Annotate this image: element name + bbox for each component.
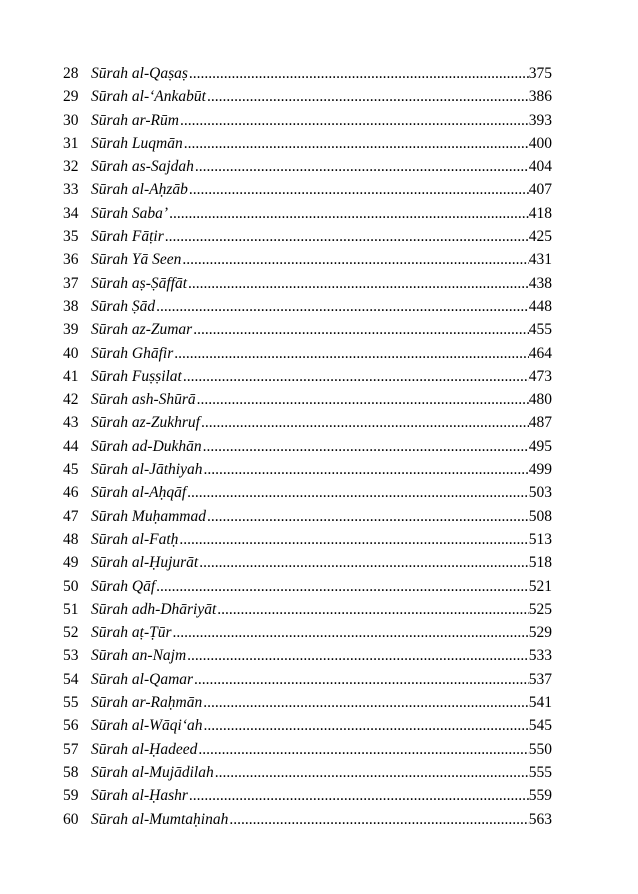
chapter-number: 44 — [63, 437, 79, 455]
page-number: 404 — [528, 158, 552, 176]
surah-title: Sūrah al-Ḥujurāt — [91, 554, 199, 572]
dot-leader — [198, 738, 528, 761]
chapter-number: 53 — [63, 647, 79, 665]
toc-entry[interactable] — [63, 318, 552, 341]
chapter-number: 56 — [63, 717, 79, 735]
toc-entry[interactable] — [63, 62, 552, 85]
chapter-number: 49 — [63, 554, 79, 572]
surah-title: Sūrah an-Najm — [91, 647, 187, 665]
toc-entry[interactable] — [63, 551, 552, 574]
surah-title: Sūrah Yā Seen — [91, 251, 182, 269]
dot-leader — [169, 202, 529, 225]
page-number: 508 — [528, 507, 552, 525]
surah-title: Sūrah al-Qaṣaṣ — [91, 65, 188, 82]
page-number: 503 — [528, 484, 552, 502]
dot-leader — [201, 411, 529, 434]
chapter-number: 37 — [63, 274, 79, 292]
dot-leader — [194, 668, 529, 691]
chapter-number: 54 — [63, 670, 79, 688]
dot-leader — [173, 621, 529, 644]
toc-entry[interactable] — [63, 225, 552, 248]
chapter-number: 38 — [63, 297, 79, 315]
chapter-number: 52 — [63, 624, 79, 642]
toc-entry[interactable] — [63, 388, 552, 411]
dot-leader — [187, 644, 529, 667]
toc-entry[interactable] — [63, 738, 552, 761]
dot-leader — [184, 132, 529, 155]
page-number: 541 — [528, 694, 552, 712]
page-number: 375 — [528, 65, 552, 82]
surah-title: Sūrah al-Wāqi‘ah — [91, 717, 203, 735]
surah-title: Sūrah ar-Raḥmān — [91, 694, 203, 712]
dot-leader — [204, 458, 529, 481]
chapter-number: 47 — [63, 507, 79, 525]
dot-leader — [189, 784, 529, 807]
dot-leader — [183, 365, 529, 388]
page-number: 499 — [528, 461, 552, 479]
surah-title: Sūrah Fuṣṣilat — [91, 367, 182, 385]
dot-leader — [203, 691, 529, 714]
page-number: 537 — [528, 670, 552, 688]
surah-title: Sūrah al-Mumtaḥinah — [91, 810, 229, 828]
dot-leader — [187, 481, 529, 504]
toc-entry[interactable] — [63, 132, 552, 155]
surah-title: Sūrah al-Jāthiyah — [91, 461, 203, 479]
page-number: 550 — [528, 740, 552, 758]
page-number: 555 — [528, 763, 552, 781]
page-number: 438 — [528, 274, 552, 292]
chapter-number: 50 — [63, 577, 79, 595]
chapter-number: 39 — [63, 321, 79, 339]
chapter-number: 33 — [63, 181, 79, 199]
toc-entry[interactable] — [63, 528, 552, 551]
chapter-number: 29 — [63, 88, 79, 106]
surah-title: Sūrah Ghāfir — [91, 344, 174, 362]
toc-entry[interactable] — [63, 85, 552, 108]
dot-leader — [207, 85, 529, 108]
surah-title: Sūrah Ṣād — [91, 297, 156, 315]
surah-title: Sūrah al-Mujādilah — [91, 763, 214, 781]
toc-entry[interactable] — [63, 365, 552, 388]
page-number: 464 — [528, 344, 552, 362]
toc-entry[interactable] — [63, 248, 552, 271]
chapter-number: 48 — [63, 530, 79, 548]
dot-leader — [195, 155, 529, 178]
surah-title: Sūrah Fāṭir — [91, 228, 164, 246]
table-of-contents — [63, 62, 552, 831]
surah-title: Sūrah ar-Rūm — [91, 111, 179, 129]
dot-leader — [215, 761, 529, 784]
page-number: 431 — [528, 251, 552, 269]
dot-leader — [229, 808, 528, 831]
surah-title: Sūrah al-Aḥzāb — [91, 181, 188, 199]
page-number: 480 — [528, 391, 552, 409]
chapter-number: 45 — [63, 461, 79, 479]
dot-leader — [193, 318, 529, 341]
page-number: 533 — [528, 647, 552, 665]
surah-title: Sūrah az-Zumar — [91, 321, 193, 339]
chapter-number: 31 — [63, 134, 79, 152]
page-number: 529 — [528, 624, 552, 642]
page-number: 448 — [528, 297, 552, 315]
toc-entry[interactable] — [63, 342, 552, 365]
page-number: 386 — [528, 88, 552, 106]
toc-entry[interactable] — [63, 155, 552, 178]
surah-title: Sūrah al-Aḥqāf — [91, 484, 187, 502]
dot-leader — [217, 598, 528, 621]
chapter-number: 58 — [63, 763, 79, 781]
surah-title: Sūrah Qāf — [91, 577, 156, 595]
chapter-number: 51 — [63, 600, 79, 618]
page-number: 518 — [528, 554, 552, 572]
dot-leader — [207, 505, 529, 528]
surah-title: Sūrah ash-Shūrā — [91, 391, 196, 409]
chapter-number: 46 — [63, 484, 79, 502]
chapter-number: 55 — [63, 694, 79, 712]
dot-leader — [165, 225, 529, 248]
dot-leader — [180, 109, 529, 132]
chapter-number: 43 — [63, 414, 79, 432]
page-number: 425 — [528, 228, 552, 246]
dot-leader — [156, 295, 529, 318]
toc-entry[interactable] — [63, 621, 552, 644]
toc-entry[interactable] — [63, 411, 552, 434]
page-number: 400 — [528, 134, 552, 152]
page-number: 455 — [528, 321, 552, 339]
surah-title: Sūrah ad-Dukhān — [91, 437, 202, 455]
chapter-number: 41 — [63, 367, 79, 385]
toc-entry[interactable] — [63, 714, 552, 737]
toc-entry[interactable] — [63, 109, 552, 132]
toc-entry[interactable] — [63, 668, 552, 691]
chapter-number: 36 — [63, 251, 79, 269]
surah-title: Sūrah Saba’ — [91, 204, 169, 222]
surah-title: Sūrah Muḥammad — [91, 507, 206, 525]
toc-entry[interactable] — [63, 505, 552, 528]
chapter-number: 59 — [63, 787, 79, 805]
dot-leader — [199, 551, 529, 574]
toc-entry[interactable] — [63, 598, 552, 621]
surah-title: Sūrah Luqmān — [91, 134, 183, 152]
dot-leader — [174, 342, 529, 365]
chapter-number: 32 — [63, 158, 79, 176]
page-number: 513 — [528, 530, 552, 548]
page-number: 487 — [528, 414, 552, 432]
surah-title: Sūrah az-Zukhruf — [91, 414, 200, 432]
surah-title: Sūrah al-‘Ankabūt — [91, 88, 206, 106]
dot-leader — [204, 714, 529, 737]
dot-leader — [203, 435, 529, 458]
surah-title: Sūrah aṭ-Ṭūr — [91, 624, 172, 642]
page-number: 545 — [528, 717, 552, 735]
page-number: 525 — [528, 600, 552, 618]
page-number: 393 — [528, 111, 552, 129]
surah-title: Sūrah al-Ḥashr — [91, 787, 188, 805]
dot-leader — [156, 575, 529, 598]
toc-entry[interactable] — [63, 435, 552, 458]
page-number: 521 — [528, 577, 552, 595]
toc-entry[interactable] — [63, 481, 552, 504]
toc-entry[interactable] — [63, 178, 552, 201]
dot-leader — [182, 248, 528, 271]
dot-leader — [197, 388, 529, 411]
chapter-number: 57 — [63, 740, 79, 758]
toc-entry[interactable] — [63, 808, 552, 831]
toc-entry[interactable] — [63, 202, 552, 225]
toc-entry[interactable] — [63, 761, 552, 784]
toc-entry[interactable] — [63, 575, 552, 598]
surah-title: Sūrah al-Qamar — [91, 670, 194, 688]
page-number: 418 — [528, 204, 552, 222]
chapter-number: 42 — [63, 391, 79, 409]
chapter-number: 35 — [63, 228, 79, 246]
surah-title: Sūrah as-Sajdah — [91, 158, 194, 176]
page-number: 473 — [528, 367, 552, 385]
surah-title: Sūrah adh-Dhāriyāt — [91, 600, 217, 618]
chapter-number: 34 — [63, 204, 79, 222]
toc-entry[interactable] — [63, 784, 552, 807]
surah-title: Sūrah aṣ-Ṣāffāt — [91, 274, 188, 292]
toc-entry[interactable] — [63, 458, 552, 481]
page-number: 495 — [528, 437, 552, 455]
chapter-number: 60 — [63, 810, 79, 828]
toc-entry[interactable] — [63, 272, 552, 295]
surah-title: Sūrah al-Fatḥ — [91, 530, 179, 548]
page-number: 559 — [528, 787, 552, 805]
page-number: 407 — [528, 181, 552, 199]
surah-title: Sūrah al-Ḥadeed — [91, 740, 198, 758]
dot-leader — [189, 178, 529, 201]
dot-leader — [189, 62, 529, 85]
toc-entry[interactable] — [63, 691, 552, 714]
toc-entry[interactable] — [63, 295, 552, 318]
chapter-number: 30 — [63, 111, 79, 129]
toc-entry[interactable] — [63, 644, 552, 667]
dot-leader — [179, 528, 528, 551]
chapter-number: 40 — [63, 344, 79, 362]
chapter-number: 28 — [63, 65, 79, 82]
page-number: 563 — [528, 810, 552, 828]
dot-leader — [188, 272, 529, 295]
